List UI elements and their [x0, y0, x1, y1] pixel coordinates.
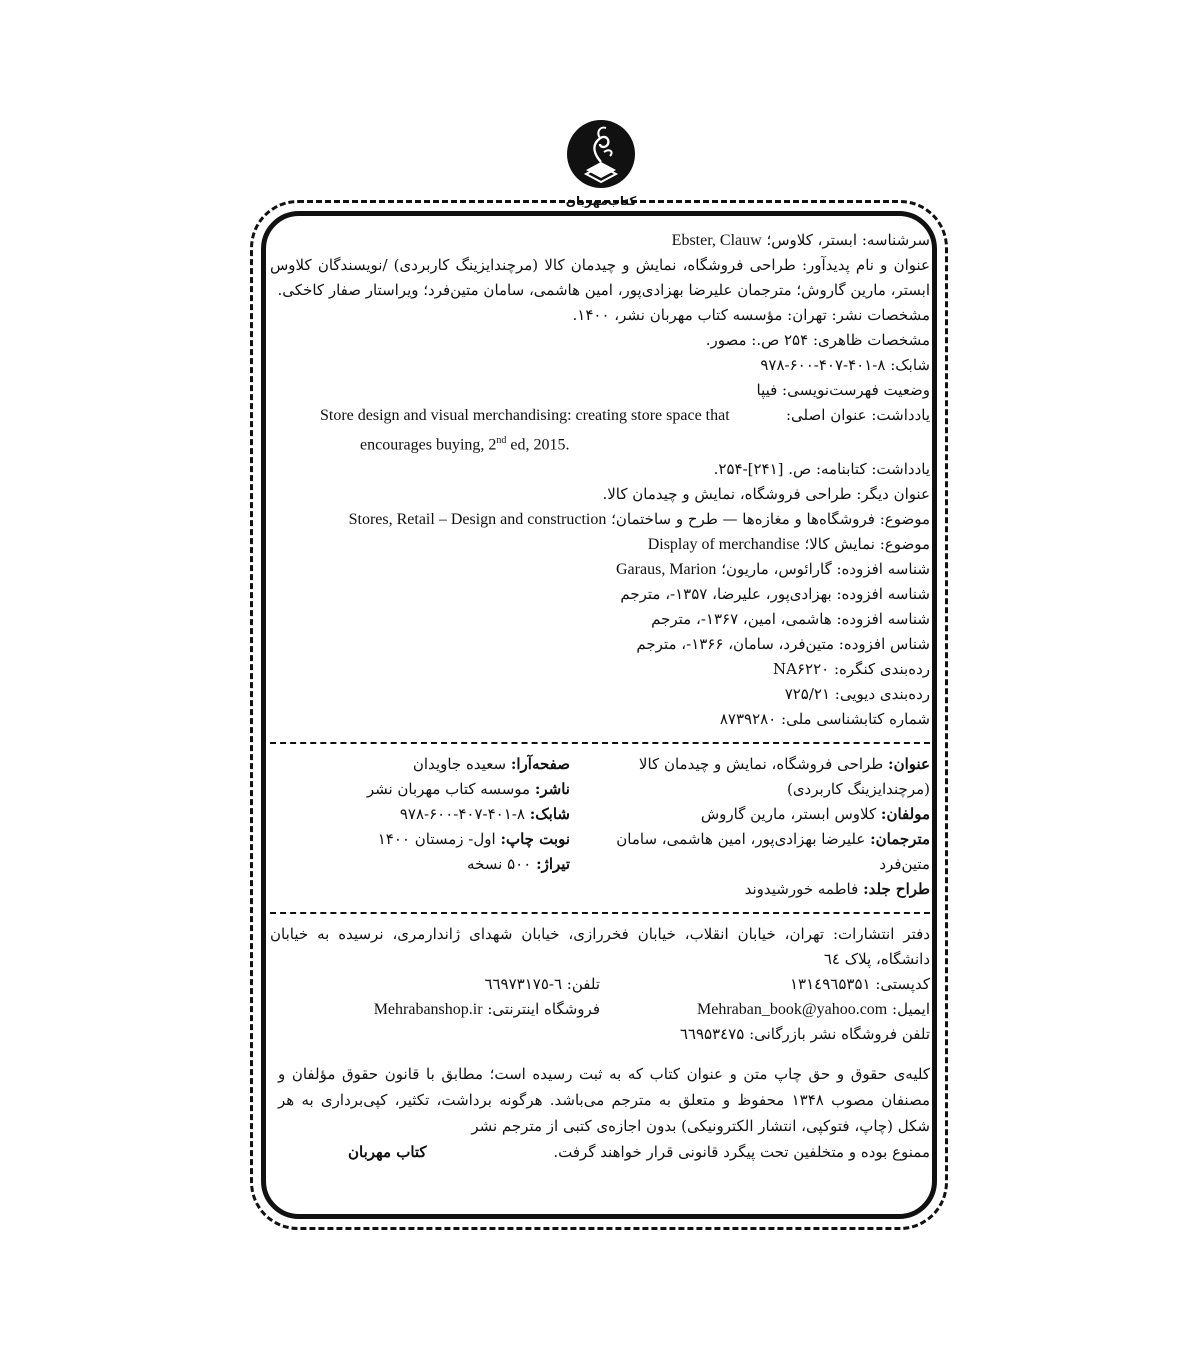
- original-title-line-2: encourages buying, 2nd ed, 2015.: [360, 435, 570, 454]
- detail-layout: صفحه‌آرا: سعیده جاویدان: [412, 755, 570, 774]
- dashed-divider-2: [270, 912, 930, 914]
- contact-email: ایمیل: Mehraban_book@yahoo.com: [697, 1000, 930, 1019]
- detail-cover-designer: طراح جلد: فاطمه خورشیدوند: [744, 880, 930, 899]
- detail-publisher: ناشر: موسسه کتاب مهربان نشر: [366, 780, 570, 799]
- catalog-original-title-note: یادداشت: عنوان اصلی: Store design and visual merchandising: creating store space that encourages buying, 2nd ed, 2015.: [270, 403, 930, 457]
- catalog-subject-1: موضوع: فروشگاه‌ها و مغازه‌ها — طرح و ساختمان؛ Stores, Retail – Design and construction: [348, 510, 930, 529]
- copyright-last-line: ممنوع بوده و متخلفین تحت پیگرد قانونی قرار خواهند گرفت. کتاب مهربان: [278, 1139, 930, 1165]
- detail-edition: نوبت چاپ: اول- زمستان ۱۴۰۰: [377, 830, 570, 849]
- detail-isbn: شابک: ۸-۴۰۱-۴۰۷-۶۰۰-۹۷۸: [399, 805, 570, 824]
- contact-office-address: دفتر انتشارات: تهران، خیابان انقلاب، خیابان فخررازی، خیابان شهدای ژاندارمری، نرسیده به خیابان دانشگاه، پلاک ٦٤: [270, 925, 930, 969]
- catalog-other-title: عنوان دیگر: طراحی فروشگاه، نمایش و چیدمان کالا.: [602, 485, 930, 504]
- catalog-added-entry-1: شناسه افزوده: گارائوس، ماریون؛ Garaus, Marion: [616, 560, 930, 579]
- detail-title-cont: (مرچندایزینگ کاربردی): [786, 780, 930, 799]
- catalog-added-entry-4: شناس افزوده: متین‌فرد، سامان، ۱۳۶۶-، مترجم: [636, 635, 930, 654]
- contact-block: [270, 922, 930, 1047]
- book-details-right-column: [600, 752, 930, 902]
- email-link[interactable]: Mehraban_book@yahoo.com: [697, 1001, 888, 1019]
- original-title-line-1: Store design and visual merchandising: creating store space that: [320, 407, 730, 424]
- contact-email-shop-row: [270, 997, 930, 1022]
- copyright-notice: [270, 1061, 930, 1165]
- logo-text: کتاب‌مهربان: [565, 194, 637, 208]
- contact-postal-phone-row: [270, 972, 930, 997]
- catalog-isbn: شابک: ۸-۴۰۱-۴۰۷-۶۰۰-۹۷۸: [760, 356, 930, 374]
- catalog-national-number: شماره کتابشناسی ملی: ۸۷۳۹۲۸۰: [719, 710, 930, 729]
- book-details-left-column: [270, 752, 570, 902]
- catalog-dewey-class: رده‌بندی دیویی: ۷۲۵/۲۱: [784, 685, 930, 704]
- detail-translators: مترجمان: علیرضا بهزادی‌پور، امین هاشمی، سامان: [616, 830, 930, 849]
- catalog-bibliography: یادداشت: کتابنامه: ص. [۲۴۱]-۲۵۴.: [713, 460, 930, 479]
- contact-postal-code: کدپستی: ۱۳۱٤۹٦۵۳۵۱: [790, 975, 930, 994]
- detail-print-run: تیراژ: ۵۰۰ نسخه: [467, 855, 570, 874]
- book-details: [270, 752, 930, 902]
- shop-link[interactable]: Mehrabanshop.ir: [373, 1001, 483, 1019]
- contact-phone: تلفن: ٦-٦٦٩٧٣١٧٥: [484, 975, 600, 994]
- catalog-title-statement: عنوان و نام پدیدآور: طراحی فروشگاه، نمایش و چیدمان کالا (مرچندایزینگ کاربردی) /نویسندگان کلاوس ابستر، مارین گاروش؛ مترجمان علیرضا بهزادی‌پور، امین هاشمی، سامان متین‌فرد؛ ویراستار صفار کاخکی.: [270, 256, 930, 299]
- catalog-added-entry-2: شناسه افزوده: بهزادی‌پور، علیرضا، ۱۳۵۷-، مترجم: [620, 585, 930, 604]
- detail-translators-cont: متین‌فرد: [879, 855, 930, 874]
- catalog-main-entry: سرشناسه: ابستر، کلاوس؛ Ebster, Clauw: [671, 231, 930, 249]
- catalog-added-entry-3: شناسه افزوده: هاشمی، امین، ۱۳۶۷-، مترجم: [651, 610, 930, 629]
- copyright-page-content: [270, 228, 930, 1165]
- cataloging-block: [270, 228, 930, 732]
- detail-authors: مولفان: کلاوس ابستر، مارین گاروش: [700, 805, 930, 824]
- contact-online-shop: فروشگاه اینترنتی: Mehrabanshop.ir: [373, 1000, 600, 1019]
- catalog-congress-class: رده‌بندی کنگره: NA۶۲۲۰: [773, 660, 930, 679]
- catalog-subject-2: موضوع: نمایش کالا؛ Display of merchandise: [647, 535, 930, 554]
- copyright-brand: کتاب مهربان: [348, 1143, 427, 1162]
- dashed-divider-1: [270, 742, 930, 744]
- copyright-text: کلیه‌ی حقوق و حق چاپ متن و عنوان کتاب که به ثبت رسیده است؛ مطابق با قانون حقوق مؤلفان و مصنفان مصوب ۱۳۴۸ محفوظ و متعلق به مترجم می‌باشد. هرگونه برداشت، تکثیر، کپی‌برداری به هر شکل (چاپ، فتوکپی، انتشار الکترونیکی) بدون اجازه‌ی کتبی از مترجم نشر: [278, 1065, 930, 1136]
- catalog-status: وضعیت فهرست‌نویسی: فیپا: [756, 381, 930, 399]
- catalog-physical: مشخصات ظاهری: ۲۵۴ ص.: مصور.: [705, 331, 930, 349]
- contact-sales-phone: تلفن فروشگاه نشر بازرگانی: ٦٦٩۵٣٤٧۵: [679, 1025, 930, 1044]
- detail-title: عنوان: طراحی فروشگاه، نمایش و چیدمان کالا: [638, 755, 930, 774]
- catalog-publication: مشخصات نشر: تهران: مؤسسه کتاب مهربان نشر، ۱۴۰۰.: [572, 306, 930, 324]
